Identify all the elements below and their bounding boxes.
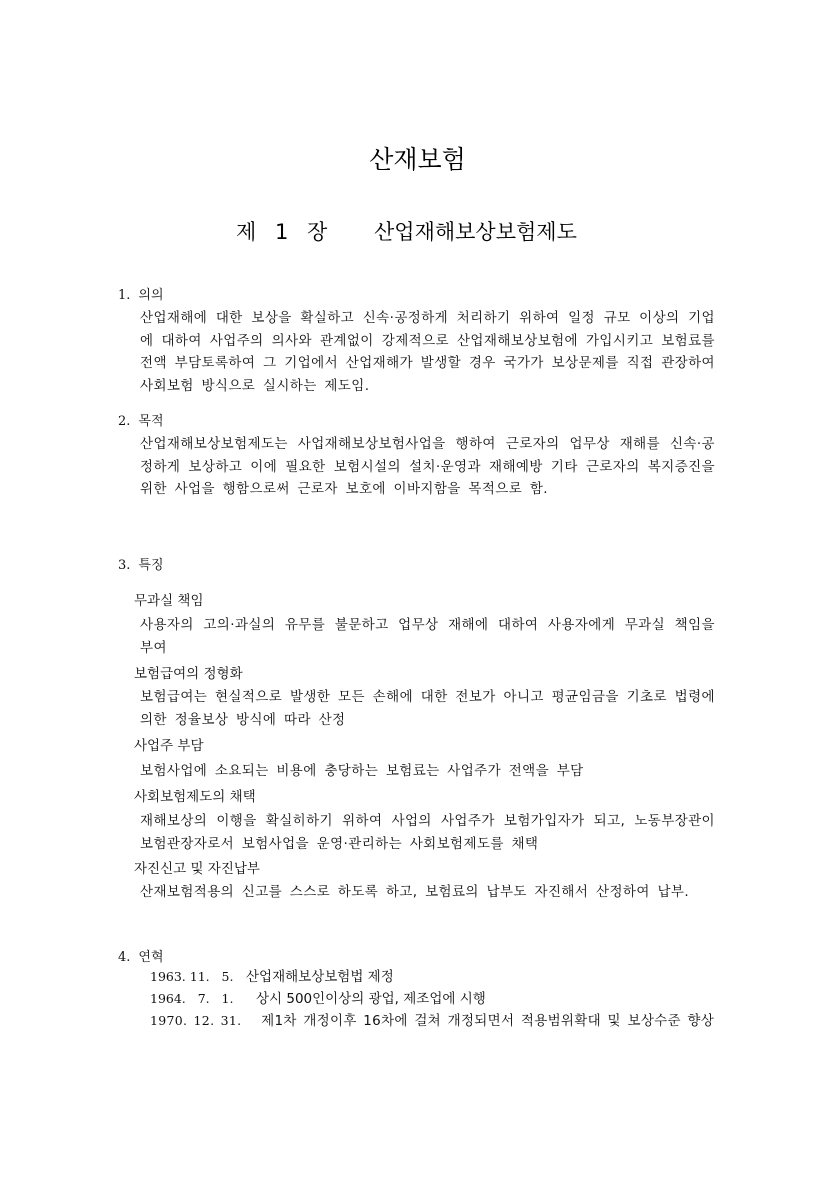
history-item-3 [118, 1010, 715, 1032]
section-1-text: 산업재해에 대한 보상을 확실하고 신속·공정하게 처리하기 위하여 일정 규모 이상의 기업에 대하여 사업주의 의사와 관계없이 강제적으로 산업재해보상보험에 가입시키고 보험료를 전액 부담토록하여 그 기업에서 산업재해가 발생할 경우 국가가 보상문제를 직접 관장하여 사회보험 방식으로 실시하는 제도임. [140, 310, 715, 394]
history-date: 1963. 11. 5. [150, 969, 234, 984]
feature-text-4: 재해보상의 이행을 확실히하기 위하여 사업의 사업주가 보험가입자가 되고, 노동부장관이 보험관장자로서 보험사업을 운영·관리하는 사회보험제도를 채택 [140, 813, 715, 852]
feature-title-3: 사업주 부담 [134, 738, 204, 754]
history-item-1 [150, 966, 394, 988]
chapter-heading [236, 216, 577, 246]
feature-text-5: 산재보험적용의 신고를 스스로 하도록 하고, 보험료의 납부도 자진해서 산정하여 납부. [140, 884, 690, 900]
section-heading-3: 3. 특징 [118, 558, 164, 573]
section-heading-2: 2. 목적 [118, 414, 164, 429]
feature-text-1: 사용자의 고의·과실의 유무를 불문하고 업무상 재해에 대하여 사용자에게 무과실 책임을 부여 [140, 617, 715, 656]
feature-text-2: 보험급여는 현실적으로 발생한 모든 손해에 대한 전보가 아니고 평균임금을 기초로 법령에 의한 정율보상 방식에 따라 산정 [140, 689, 715, 728]
feature-title-5: 자진신고 및 자진납부 [134, 861, 260, 877]
feature-title-2: 보험급여의 정형화 [134, 666, 243, 682]
feature-title-1: 무과실 책임 [134, 593, 204, 609]
chapter-number: 제 1 장 [236, 220, 328, 244]
history-date: 1964. 7. 1. [150, 991, 234, 1006]
section-2-text: 산업재해보상보험제도는 사업재해보상보험사업을 행하여 근로자의 업무상 재해를 신속·공정하게 보상하고 이에 필요한 보험시설의 설치·운영과 재해예방 기타 근로자의 복지증진을 위한 사업을 행함으로써 근로자 보호에 이바지함을 목적으로 함. [140, 436, 715, 497]
feature-title-4: 사회보험제도의 채택 [134, 789, 256, 805]
feature-text-3: 보험사업에 소요되는 비용에 충당하는 보험료는 사업주가 전액을 부담 [140, 763, 584, 779]
section-heading-4: 4. 연혁 [118, 950, 164, 965]
history-text: 제1차 개정이후 16차에 걸쳐 개정되면서 적용범위확대 및 보상수준 향상 [261, 1013, 715, 1029]
section-heading-1: 1. 의의 [118, 288, 164, 303]
history-item-2 [150, 988, 486, 1010]
history-text: 상시 500인이상의 광업, 제조업에 시행 [256, 991, 486, 1007]
page-title: 산재보험 [369, 145, 466, 174]
chapter-name: 산업재해보상보험제도 [374, 220, 577, 244]
history-text: 산업재해보상보험법 제정 [246, 969, 394, 985]
history-date: 1970. 12. 31. [150, 1013, 242, 1028]
